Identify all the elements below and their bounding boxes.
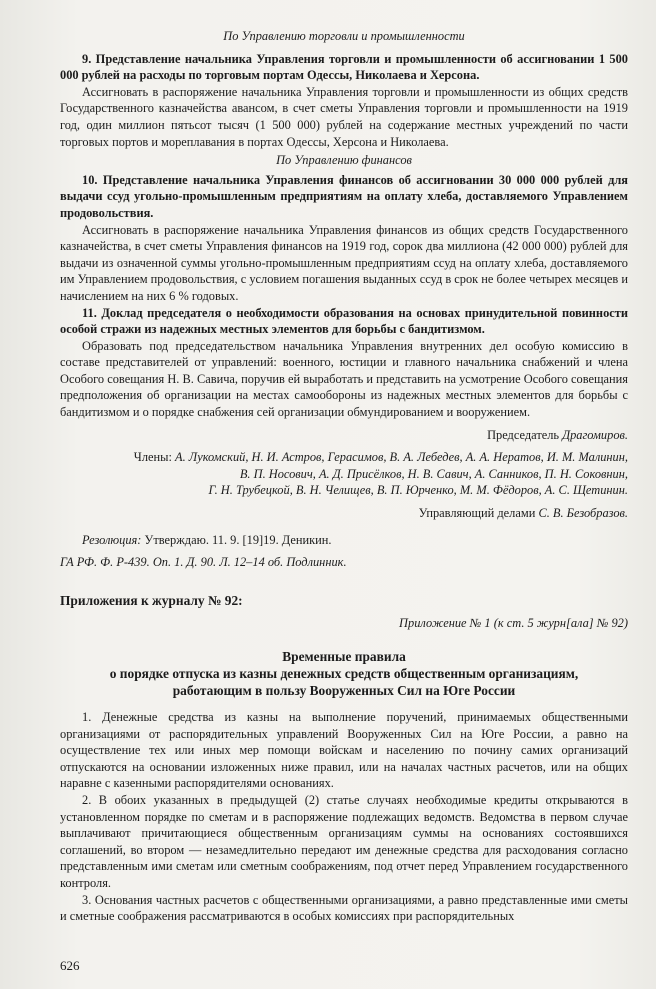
item-9-heading: 9. Представление начальника Управления торговли и промышленности об ассигновании 1 500 000 рублей на расходы по торговым портам Одессы, Николаева и Херсона. (60, 51, 628, 83)
manager-label: Управляющий делами (418, 506, 536, 521)
page-number: 626 (60, 958, 80, 973)
item-11-text: Образовать под председательством начальника Управления внутренних дел особую комиссию в составе представителей от управлений: военного, юстиции и главного начальника снабжений и члена Особого совещания Н. В. Савича, поручив ей выработать и представить на усмотрение Особого совещания предположения об организации на местах самообороны из надежных местных элементов для борьбы с бандитизмом и о порядке снабжения сей организации обмундированием и вооружением. (60, 338, 628, 420)
rules-title-line-2: о порядке отпуска из казны денежных средств общественным организациям, (109, 666, 579, 681)
resolution-text: Утверждаю. 11. 9. [19]19. Деникин. (144, 532, 332, 547)
rules-title-line-3: работающим в пользу Вооруженных Сил на Юге России (172, 683, 516, 698)
item-11-heading: 11. Доклад председателя о необходимости образования на основах принудительной повинности особой стражи из надежных местных элементов для борьбы с бандитизмом. (60, 305, 628, 337)
chairman-name: Драгомиров. (562, 427, 628, 442)
members-list (60, 449, 628, 499)
archive-reference: ГА РФ. Ф. Р-439. Оп. 1. Д. 90. Л. 12–14 об. Подлинник. (60, 555, 347, 570)
members-line-3: Г. Н. Трубецкой, В. Н. Челищев, В. П. Юрченко, М. М. Фёдоров, А. С. Щетинин. (208, 483, 628, 498)
section-heading-finance: По Управлению финансов (276, 153, 412, 168)
chairman-signature (60, 427, 628, 444)
item-9-text: Ассигновать в распоряжение начальника Управления торговли и промышленности из общих средств Государственного казначейства авансом, в счет сметы Управления торговли и промышленности на 1919 год, один миллион пятьсот тысяч (1 500 000) рублей на содержание местных учреждений по части торговых портов и мореплавания в портах Одессы, Херсона и Николаева. (60, 84, 628, 149)
rules-title-line-1: Временные правила (282, 649, 406, 664)
item-10-heading: 10. Представление начальника Управления финансов об ассигновании 30 000 000 рублей для выдачи ссуд угольно-промышленным предприятиям на оплату хлеба, доставляемого Управлением продовольствия. (60, 172, 628, 220)
chairman-label: Председатель (487, 427, 560, 442)
section-heading-trade: По Управлению торговли и промышленности (223, 29, 465, 43)
resolution-label: Резолюция: (82, 532, 142, 547)
rule-paragraph-1: 1. Денежные средства из казны на выполнение поручений, принимаемых общественными организациями от распорядительных управлений Вооруженных Сил на Юге России, а равно на осуществление тех или иных мер помощи войскам и населению по почину самих организаций отпускаются на основании изложенных ниже правил, или на началах частных расчетов, или на общих наравне с казенными распорядителями основаниях. (60, 710, 628, 791)
members-line-1: Члены: А. Лукомский, Н. И. Астров, Герасимов, В. А. Лебедев, А. А. Нератов, И. М. Малинин, (133, 450, 628, 465)
manager-signature (60, 505, 628, 522)
rule-paragraph-2: 2. В обоих указанных в предыдущей (2) статье случаях необходимые кредиты открываются в установленном порядке по сметам и в распоряжение подлежащих ведомств. Ведомства в первом случае выплачивают причитающиеся общественным организациям суммы на основаниях состоявшихся соглашений, во втором — незамедлительно передают им денежные средства для расходования согласно представленным ими сметам или сметным соображениям, под отчет перед Управлением государственного контроля. (60, 792, 628, 890)
resolution (60, 532, 628, 549)
item-10-text: Ассигновать в распоряжение начальника Управления финансов из общих средств Государственного казначейства, в счет сметы Управления финансов на 1919 год, сорок два миллиона (42 000 000) рублей для выдачи из означенной суммы угольно-промышленным предприятиям ссуд на оплату хлеба, доставляемого им Управлением продовольствия, с условием погашения выданных ссуд в срок не более четырех месяцев и начислением на них 6 % годовых. (60, 222, 628, 303)
appendices-heading: Приложения к журналу № 92: (60, 592, 243, 608)
members-line-2: В. П. Носович, А. Д. Присёлков, Н. В. Савич, А. Санников, П. Н. Соковнин, (239, 466, 628, 481)
appendix-reference: Приложение № 1 (к ст. 5 журн[ала] № 92) (399, 616, 628, 631)
manager-name: С. В. Безобразов. (538, 506, 628, 521)
page-content (60, 28, 628, 925)
rule-paragraph-3: 3. Основания частных расчетов с общественными организациями, а равно представленные ими сметы и сметные соображения рассматриваются в особых комиссиях при распорядительных (60, 892, 628, 924)
rules-title (60, 648, 628, 699)
members-label: Члены: (133, 450, 172, 465)
